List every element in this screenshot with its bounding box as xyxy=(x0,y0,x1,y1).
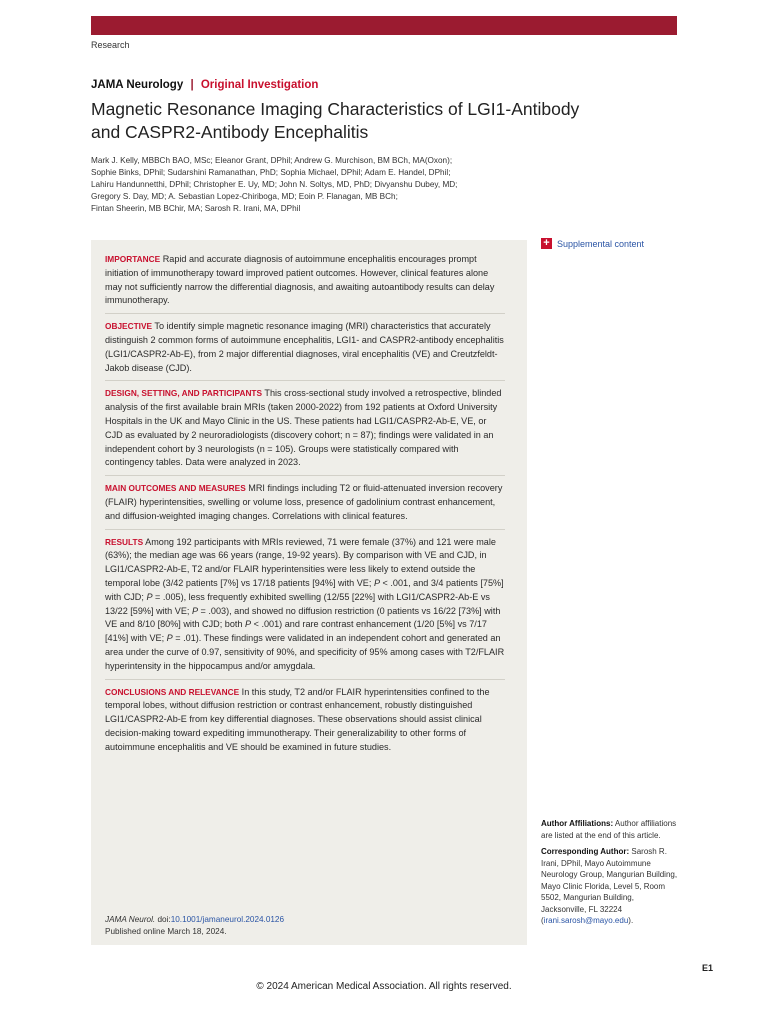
abstract-text xyxy=(105,537,504,671)
author-affiliations xyxy=(541,818,681,932)
abstract-text: Rapid and accurate diagnosis of autoimmune encephalitis encourages prompt initiation of immunotherapy toward improved patient outcomes. However, clinical features alone may not sufficiently narrow the differential diagnosis, and awaiting autoantibody results can delay immunotherapy. xyxy=(105,254,495,306)
abstract-heading: OBJECTIVE xyxy=(105,321,153,332)
citation-journal: JAMA Neurol. xyxy=(105,915,156,924)
supplemental-content-link[interactable] xyxy=(541,238,644,249)
p-symbol: P xyxy=(245,619,252,630)
results-text: = .01). These findings were validated in an independent cohort and generated an area under the curve of 0.97, sensitivity of 90%, and specificity of 95% among cases with T2/FLAIR hyperintensity in the hippocampus and/or amygdala. xyxy=(105,633,505,671)
author-list xyxy=(91,155,531,215)
article-title xyxy=(91,98,651,144)
journal-color-bar xyxy=(91,16,677,35)
corresponding-heading: Corresponding Author: xyxy=(541,847,630,856)
abstract-design xyxy=(105,386,505,476)
separator: | xyxy=(190,79,194,91)
journal-line xyxy=(91,79,318,91)
abstract-text: In this study, T2 and/or FLAIR hyperintensities confined to the temporal lobes, without diffusion restriction or contrast enhancement, robustly distinguished LGI1/CASPR2-Ab-E from key differential diagnoses. These observations should assist clinical decision-making toward expediting immunotherapy. Their generalizability to other forms of autoimmune encephalitis and VE should be examined in future studies. xyxy=(105,686,490,752)
p-symbol: P xyxy=(146,591,153,602)
results-text: Among 192 participants with MRIs reviewed, 71 were female (37%) and 121 were male (63%); the median age was 66 years (range, 19-92 years). By comparison with VE and CJD, in LGI1/CASPR2-Ab-E, T2 and/or FLAIR hyperintensities were less likely to extend outside the temporal lobe (3/42 patients [7%] vs 17/18 patients [94%] with VE; xyxy=(105,536,496,588)
p-symbol: P xyxy=(191,605,199,616)
abstract-importance xyxy=(105,252,505,314)
doi-prefix: doi: xyxy=(155,915,171,924)
title-line: and CASPR2-Antibody Encephalitis xyxy=(91,122,369,142)
citation xyxy=(105,914,284,937)
abstract-objective xyxy=(105,319,505,381)
title-line: Magnetic Resonance Imaging Characteristics of LGI1-Antibody xyxy=(91,99,580,119)
results-text: = .005), less frequently exhibited swelling (12/55 [22%] with LGI1/CASPR2-Ab-E vs 13/22 [59%] with VE; xyxy=(105,591,490,616)
author-line: Sophie Binks, DPhil; Sudarshini Ramanathan, PhD; Sophia Michael, DPhil; Adam E. Handel, DPhil; xyxy=(91,168,451,177)
abstract-text: This cross-sectional study involved a retrospective, blinded analysis of the first available brain MRIs (taken 2000-2022) from 192 patients at Oxford University Hospitals in the UK and Mayo Clinic in the US. These patients had LGI1/CASPR2-Ab-E, VE, or CJD as evaluated by 2 neuroradiologists (discovery cohort; n = 87); findings were validated in an independent cohort by 3 neurologists (n = 105). Groups were statistically compared with contingency tables. Data were analyzed in 2023. xyxy=(105,388,502,468)
corresponding-text: Sarosh R. Irani, DPhil, Mayo Autoimmune Neurology Group, Mangurian Building, Mayo Clinic Florida, Level 5, Room 5502, Mangurian Building, Jacksonville, FL 32224 ( xyxy=(541,847,678,925)
author-line: Lahiru Handunnetthi, DPhil; Christopher E. Uy, MD; John N. Soltys, MD, PhD; Divyanshu Dubey, MD; xyxy=(91,180,458,189)
abstract-results xyxy=(105,535,505,680)
journal-name: JAMA Neurology xyxy=(91,79,184,91)
page-number: E1 xyxy=(702,963,714,973)
author-line: Fintan Sheerin, MB BChir, MA; Sarosh R. Irani, MA, DPhil xyxy=(91,204,301,213)
copyright: © 2024 American Medical Association. All rights reserved. xyxy=(256,981,512,992)
abstract-heading: MAIN OUTCOMES AND MEASURES xyxy=(105,483,246,494)
abstract-conclusions xyxy=(105,685,505,760)
affiliations-text: Author affiliations are listed at the end of this article. xyxy=(541,819,677,840)
author-line: Mark J. Kelly, MBBCh BAO, MSc; Eleanor Grant, DPhil; Andrew G. Murchison, BM BCh, MA(Oxon); xyxy=(91,156,453,165)
abstract-box xyxy=(91,240,527,945)
p-symbol: P xyxy=(166,633,173,644)
affiliations-heading: Author Affiliations: xyxy=(541,819,614,828)
supplemental-label: Supplemental content xyxy=(557,238,645,249)
section-label: Research xyxy=(91,40,130,50)
abstract-outcomes xyxy=(105,481,505,529)
doi-link[interactable]: 10.1001/jamaneurol.2024.0126 xyxy=(170,915,285,924)
published-date: Published online March 18, 2024. xyxy=(105,926,227,936)
abstract-text: MRI findings including T2 or fluid-attenuated inversion recovery (FLAIR) hyperintensities, swelling or volume loss, presence of gadolinium contrast enhancement, and diffusion-weighted imaging changes. Correlations with clinical features. xyxy=(105,483,503,521)
abstract-heading: RESULTS xyxy=(105,536,144,547)
p-symbol: P xyxy=(373,577,381,588)
email-link[interactable]: irani.sarosh@mayo.edu xyxy=(543,916,629,925)
results-text: < .001, and 3/4 patients [75%] with CJD; xyxy=(105,577,504,602)
results-text: = .003), and showed no diffusion restriction (0 patients vs 16/22 [73%] with VE and 8/10 [80%] with CJD; both xyxy=(105,605,501,630)
abstract-heading: IMPORTANCE xyxy=(105,254,161,264)
abstract xyxy=(105,252,505,765)
corresponding-end: ). xyxy=(628,916,634,925)
author-line: Gregory S. Day, MD; A. Sebastian Lopez-Chiriboga, MD; Eoin P. Flanagan, MB BCh; xyxy=(91,192,398,201)
article-type: Original Investigation xyxy=(200,79,319,91)
plus-icon: + xyxy=(541,238,552,249)
results-text: < .001) and rare contrast enhancement (1/20 [5%] vs 7/17 [41%] with VE; xyxy=(105,619,487,644)
abstract-heading: CONCLUSIONS AND RELEVANCE xyxy=(105,686,240,697)
abstract-text: To identify simple magnetic resonance imaging (MRI) characteristics that accurately distinguish 2 common forms of autoimmune encephalitis, LGI1- and CASPR2-antibody encephalitis (LGI1/CASPR2-Ab-E), from 2 major differential diagnoses, viral encephalitis (VE) and Creutzfeldt-Jakob disease (CJD). xyxy=(105,321,504,373)
abstract-heading: DESIGN, SETTING, AND PARTICIPANTS xyxy=(105,388,263,399)
